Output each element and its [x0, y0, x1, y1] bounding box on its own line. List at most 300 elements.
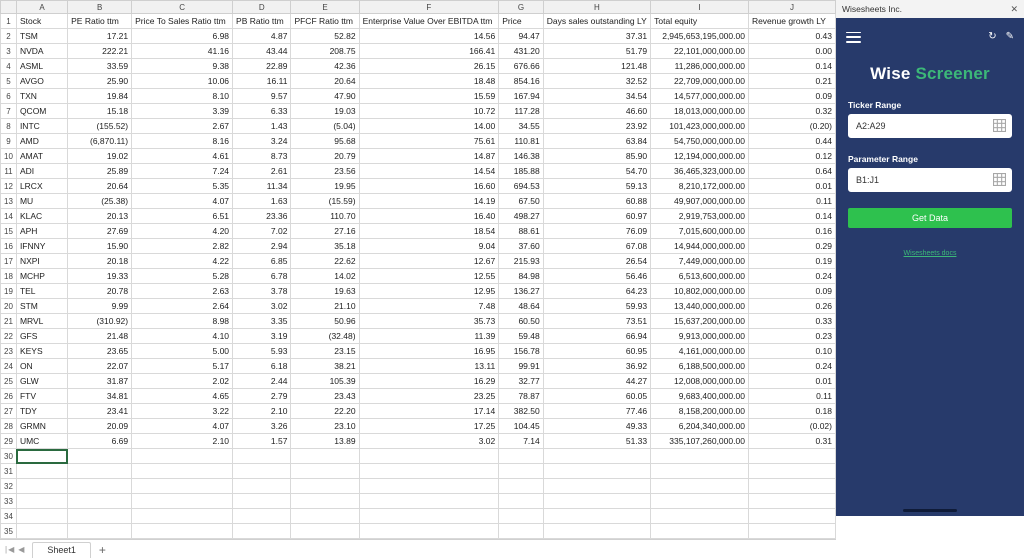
data-cell[interactable]: 1.63 — [233, 194, 291, 209]
row-header-2[interactable]: 2 — [1, 29, 17, 44]
data-cell[interactable]: 50.96 — [291, 314, 359, 329]
data-cell[interactable]: 64.23 — [543, 284, 650, 299]
row-header-15[interactable]: 15 — [1, 224, 17, 239]
data-cell[interactable]: 14.00 — [359, 119, 499, 134]
data-cell[interactable]: 20.64 — [291, 74, 359, 89]
data-cell[interactable]: 3.39 — [132, 104, 233, 119]
data-cell[interactable]: 0.44 — [748, 134, 835, 149]
data-cell[interactable]: 49.33 — [543, 419, 650, 434]
row-header-30[interactable]: 30 — [1, 449, 17, 464]
ticker-cell[interactable]: GRMN — [16, 419, 67, 434]
data-cell[interactable]: (6,870.11) — [68, 134, 132, 149]
data-cell[interactable]: 694.53 — [499, 179, 544, 194]
data-cell[interactable]: 11.34 — [233, 179, 291, 194]
data-cell[interactable]: 21.48 — [68, 329, 132, 344]
data-cell[interactable]: 6,188,500,000.00 — [651, 359, 749, 374]
empty-cell[interactable] — [499, 494, 544, 509]
data-cell[interactable]: 32.52 — [543, 74, 650, 89]
data-cell[interactable]: 60.95 — [543, 344, 650, 359]
data-cell[interactable]: 4.61 — [132, 149, 233, 164]
data-cell[interactable]: 0.33 — [748, 314, 835, 329]
data-cell[interactable]: 23.25 — [359, 389, 499, 404]
data-cell[interactable]: 13,440,000,000.00 — [651, 299, 749, 314]
data-cell[interactable]: 16.95 — [359, 344, 499, 359]
data-cell[interactable]: 18.54 — [359, 224, 499, 239]
data-cell[interactable]: 99.91 — [499, 359, 544, 374]
table-row[interactable] — [1, 524, 836, 539]
empty-cell[interactable] — [748, 509, 835, 524]
prev-sheet-icon[interactable]: ◀ — [18, 545, 26, 554]
table-row[interactable] — [1, 359, 836, 374]
data-cell[interactable]: 6,513,600,000.00 — [651, 269, 749, 284]
ticker-cell[interactable]: AMD — [16, 134, 67, 149]
data-cell[interactable]: 6.98 — [132, 29, 233, 44]
data-cell[interactable]: 27.16 — [291, 224, 359, 239]
range-picker-icon[interactable] — [993, 119, 1006, 132]
ticker-cell[interactable]: AVGO — [16, 74, 67, 89]
row-header-32[interactable]: 32 — [1, 479, 17, 494]
empty-cell[interactable] — [748, 479, 835, 494]
empty-cell[interactable] — [132, 509, 233, 524]
table-row[interactable] — [1, 104, 836, 119]
data-cell[interactable]: 5.17 — [132, 359, 233, 374]
data-cell[interactable]: 2.61 — [233, 164, 291, 179]
data-cell[interactable]: 52.82 — [291, 29, 359, 44]
row-header-23[interactable]: 23 — [1, 344, 17, 359]
data-cell[interactable]: 78.87 — [499, 389, 544, 404]
ticker-range-input[interactable] — [848, 114, 1012, 138]
data-cell[interactable]: 1.43 — [233, 119, 291, 134]
empty-cell[interactable] — [543, 449, 650, 464]
data-cell[interactable]: 2.79 — [233, 389, 291, 404]
data-cell[interactable]: 104.45 — [499, 419, 544, 434]
data-cell[interactable]: 35.18 — [291, 239, 359, 254]
data-cell[interactable]: 17.21 — [68, 29, 132, 44]
data-cell[interactable]: 19.63 — [291, 284, 359, 299]
ticker-cell[interactable]: TDY — [16, 404, 67, 419]
data-cell[interactable]: 60.88 — [543, 194, 650, 209]
header-cell[interactable]: Enterprise Value Over EBITDA ttm — [359, 14, 499, 29]
data-cell[interactable]: 7.24 — [132, 164, 233, 179]
data-cell[interactable]: 0.21 — [748, 74, 835, 89]
empty-cell[interactable] — [499, 449, 544, 464]
empty-cell[interactable] — [651, 464, 749, 479]
empty-cell[interactable] — [291, 524, 359, 539]
data-cell[interactable]: 16.40 — [359, 209, 499, 224]
empty-cell[interactable] — [132, 494, 233, 509]
ticker-cell[interactable]: STM — [16, 299, 67, 314]
data-cell[interactable]: 16.11 — [233, 74, 291, 89]
data-cell[interactable]: 6.85 — [233, 254, 291, 269]
data-cell[interactable]: 54.70 — [543, 164, 650, 179]
row-header-20[interactable]: 20 — [1, 299, 17, 314]
row-header-4[interactable]: 4 — [1, 59, 17, 74]
ticker-cell[interactable]: AMAT — [16, 149, 67, 164]
sheet-nav-arrows[interactable] — [2, 545, 30, 554]
data-cell[interactable]: 85.90 — [543, 149, 650, 164]
empty-cell[interactable] — [543, 494, 650, 509]
data-cell[interactable]: 36.92 — [543, 359, 650, 374]
row-header-12[interactable]: 12 — [1, 179, 17, 194]
data-cell[interactable]: (0.20) — [748, 119, 835, 134]
data-cell[interactable]: 2.82 — [132, 239, 233, 254]
panel-resize-grip[interactable] — [836, 509, 1024, 512]
table-row[interactable] — [1, 284, 836, 299]
table-row[interactable] — [1, 194, 836, 209]
table-row[interactable] — [1, 179, 836, 194]
spreadsheet-body[interactable] — [1, 14, 836, 539]
row-header-9[interactable]: 9 — [1, 134, 17, 149]
data-cell[interactable]: 0.24 — [748, 269, 835, 284]
empty-cell[interactable] — [499, 524, 544, 539]
parameter-range-input[interactable] — [848, 168, 1012, 192]
data-cell[interactable]: (155.52) — [68, 119, 132, 134]
data-cell[interactable]: 20.79 — [291, 149, 359, 164]
data-cell[interactable]: 4.07 — [132, 194, 233, 209]
empty-cell[interactable] — [233, 494, 291, 509]
data-cell[interactable]: 20.13 — [68, 209, 132, 224]
table-row[interactable] — [1, 44, 836, 59]
data-cell[interactable]: 23.65 — [68, 344, 132, 359]
data-cell[interactable]: 2.94 — [233, 239, 291, 254]
data-cell[interactable]: 9.99 — [68, 299, 132, 314]
row-header-28[interactable]: 28 — [1, 419, 17, 434]
column-header-j[interactable]: J — [748, 1, 835, 14]
data-cell[interactable]: 2.10 — [233, 404, 291, 419]
row-header-6[interactable]: 6 — [1, 89, 17, 104]
table-row[interactable] — [1, 329, 836, 344]
data-cell[interactable]: 3.02 — [233, 299, 291, 314]
data-cell[interactable]: 6.18 — [233, 359, 291, 374]
row-header-11[interactable]: 11 — [1, 164, 17, 179]
data-cell[interactable]: 185.88 — [499, 164, 544, 179]
data-cell[interactable]: 166.41 — [359, 44, 499, 59]
empty-cell[interactable] — [748, 464, 835, 479]
empty-cell[interactable] — [543, 524, 650, 539]
empty-cell[interactable] — [16, 524, 67, 539]
data-cell[interactable]: 8.98 — [132, 314, 233, 329]
data-cell[interactable]: 25.89 — [68, 164, 132, 179]
ticker-cell[interactable]: TEL — [16, 284, 67, 299]
data-cell[interactable]: 2.67 — [132, 119, 233, 134]
table-row[interactable] — [1, 134, 836, 149]
data-cell[interactable]: 33.59 — [68, 59, 132, 74]
ticker-cell[interactable]: MRVL — [16, 314, 67, 329]
data-cell[interactable]: 27.69 — [68, 224, 132, 239]
row-header-13[interactable]: 13 — [1, 194, 17, 209]
data-cell[interactable]: 12.55 — [359, 269, 499, 284]
data-cell[interactable]: 7,449,000,000.00 — [651, 254, 749, 269]
data-cell[interactable]: 18,013,000,000.00 — [651, 104, 749, 119]
data-cell[interactable]: 110.81 — [499, 134, 544, 149]
data-cell[interactable]: 25.90 — [68, 74, 132, 89]
ticker-cell[interactable]: LRCX — [16, 179, 67, 194]
data-cell[interactable]: 15,637,200,000.00 — [651, 314, 749, 329]
data-cell[interactable]: 66.94 — [543, 329, 650, 344]
data-cell[interactable]: 0.16 — [748, 224, 835, 239]
data-cell[interactable]: 0.23 — [748, 329, 835, 344]
table-row[interactable] — [1, 59, 836, 74]
data-cell[interactable]: 2.02 — [132, 374, 233, 389]
data-cell[interactable]: 20.64 — [68, 179, 132, 194]
data-cell[interactable]: 0.11 — [748, 389, 835, 404]
data-cell[interactable]: 15.90 — [68, 239, 132, 254]
data-cell[interactable]: 60.97 — [543, 209, 650, 224]
empty-cell[interactable] — [233, 449, 291, 464]
data-cell[interactable]: 20.78 — [68, 284, 132, 299]
table-row[interactable] — [1, 404, 836, 419]
row-header-24[interactable]: 24 — [1, 359, 17, 374]
data-cell[interactable]: 41.16 — [132, 44, 233, 59]
empty-cell[interactable] — [68, 494, 132, 509]
ticker-cell[interactable]: FTV — [16, 389, 67, 404]
table-row[interactable] — [1, 149, 836, 164]
row-header-22[interactable]: 22 — [1, 329, 17, 344]
data-cell[interactable]: 56.46 — [543, 269, 650, 284]
table-row[interactable] — [1, 269, 836, 284]
data-cell[interactable]: 0.14 — [748, 59, 835, 74]
settings-icon[interactable]: ✎ — [1005, 31, 1014, 42]
ticker-cell[interactable]: TXN — [16, 89, 67, 104]
data-cell[interactable]: 6.33 — [233, 104, 291, 119]
ticker-cell[interactable]: IFNNY — [16, 239, 67, 254]
table-row[interactable] — [1, 299, 836, 314]
data-cell[interactable]: 14.87 — [359, 149, 499, 164]
range-picker-icon-2[interactable] — [993, 173, 1006, 186]
data-cell[interactable]: 0.01 — [748, 179, 835, 194]
data-cell[interactable]: 19.02 — [68, 149, 132, 164]
data-cell[interactable]: 167.94 — [499, 89, 544, 104]
table-row[interactable] — [1, 224, 836, 239]
table-row[interactable] — [1, 14, 836, 29]
data-cell[interactable]: 2,945,653,195,000.00 — [651, 29, 749, 44]
table-row[interactable] — [1, 344, 836, 359]
row-header-29[interactable]: 29 — [1, 434, 17, 449]
data-cell[interactable]: 23.36 — [233, 209, 291, 224]
empty-cell[interactable] — [499, 479, 544, 494]
data-cell[interactable]: 75.61 — [359, 134, 499, 149]
empty-cell[interactable] — [499, 509, 544, 524]
empty-cell[interactable] — [68, 524, 132, 539]
data-cell[interactable]: 110.70 — [291, 209, 359, 224]
data-cell[interactable]: 37.60 — [499, 239, 544, 254]
header-cell[interactable]: Price — [499, 14, 544, 29]
empty-cell[interactable] — [16, 494, 67, 509]
data-cell[interactable]: 2.64 — [132, 299, 233, 314]
data-cell[interactable]: 34.54 — [543, 89, 650, 104]
sheet-tab-sheet1[interactable]: Sheet1 — [32, 542, 91, 558]
data-cell[interactable]: 12.95 — [359, 284, 499, 299]
data-cell[interactable]: 2.10 — [132, 434, 233, 449]
header-cell[interactable]: PFCF Ratio ttm — [291, 14, 359, 29]
empty-cell[interactable] — [16, 509, 67, 524]
data-cell[interactable]: 1.57 — [233, 434, 291, 449]
active-cell[interactable] — [16, 449, 67, 464]
data-cell[interactable]: 382.50 — [499, 404, 544, 419]
header-cell[interactable]: PE Ratio ttm — [68, 14, 132, 29]
data-cell[interactable]: 7.48 — [359, 299, 499, 314]
data-cell[interactable]: 10.72 — [359, 104, 499, 119]
data-cell[interactable]: 14.19 — [359, 194, 499, 209]
table-row[interactable] — [1, 314, 836, 329]
data-cell[interactable]: 19.84 — [68, 89, 132, 104]
data-cell[interactable]: 67.50 — [499, 194, 544, 209]
data-cell[interactable]: 3.24 — [233, 134, 291, 149]
column-header-e[interactable]: E — [291, 1, 359, 14]
empty-cell[interactable] — [651, 494, 749, 509]
data-cell[interactable]: 0.26 — [748, 299, 835, 314]
empty-cell[interactable] — [651, 509, 749, 524]
ticker-cell[interactable]: ADI — [16, 164, 67, 179]
data-cell[interactable]: (5.04) — [291, 119, 359, 134]
empty-cell[interactable] — [543, 479, 650, 494]
ticker-cell[interactable]: NVDA — [16, 44, 67, 59]
data-cell[interactable]: 4.10 — [132, 329, 233, 344]
data-cell[interactable]: 0.43 — [748, 29, 835, 44]
data-cell[interactable]: 63.84 — [543, 134, 650, 149]
empty-cell[interactable] — [233, 479, 291, 494]
empty-cell[interactable] — [233, 509, 291, 524]
data-cell[interactable]: 8,158,200,000.00 — [651, 404, 749, 419]
ticker-cell[interactable]: ON — [16, 359, 67, 374]
data-cell[interactable]: 6,204,340,000.00 — [651, 419, 749, 434]
row-header-7[interactable]: 7 — [1, 104, 17, 119]
data-cell[interactable]: 18.48 — [359, 74, 499, 89]
empty-cell[interactable] — [68, 479, 132, 494]
table-row[interactable] — [1, 509, 836, 524]
data-cell[interactable]: 431.20 — [499, 44, 544, 59]
data-cell[interactable]: 88.61 — [499, 224, 544, 239]
ticker-cell[interactable]: MCHP — [16, 269, 67, 284]
empty-cell[interactable] — [359, 494, 499, 509]
table-row[interactable] — [1, 389, 836, 404]
data-cell[interactable]: 3.78 — [233, 284, 291, 299]
data-cell[interactable]: 0.00 — [748, 44, 835, 59]
data-cell[interactable]: 26.54 — [543, 254, 650, 269]
data-cell[interactable]: 0.09 — [748, 89, 835, 104]
empty-cell[interactable] — [68, 464, 132, 479]
header-cell[interactable]: Total equity — [651, 14, 749, 29]
data-cell[interactable]: 7.14 — [499, 434, 544, 449]
empty-cell[interactable] — [291, 449, 359, 464]
data-cell[interactable]: 8.16 — [132, 134, 233, 149]
data-cell[interactable]: 14,577,000,000.00 — [651, 89, 749, 104]
data-cell[interactable]: 3.02 — [359, 434, 499, 449]
row-header-1[interactable]: 1 — [1, 14, 17, 29]
refresh-icon[interactable]: ↻ — [988, 31, 997, 42]
header-cell[interactable]: Revenue growth LY — [748, 14, 835, 29]
row-header-16[interactable]: 16 — [1, 239, 17, 254]
row-header-34[interactable]: 34 — [1, 509, 17, 524]
data-cell[interactable]: 67.08 — [543, 239, 650, 254]
column-header-h[interactable]: H — [543, 1, 650, 14]
empty-cell[interactable] — [359, 464, 499, 479]
data-cell[interactable]: 16.60 — [359, 179, 499, 194]
data-cell[interactable]: 0.29 — [748, 239, 835, 254]
data-cell[interactable]: 10.06 — [132, 74, 233, 89]
ticker-cell[interactable]: TSM — [16, 29, 67, 44]
data-cell[interactable]: 208.75 — [291, 44, 359, 59]
table-row[interactable] — [1, 449, 836, 464]
data-cell[interactable]: 8.73 — [233, 149, 291, 164]
data-cell[interactable]: 77.46 — [543, 404, 650, 419]
data-cell[interactable]: 13.89 — [291, 434, 359, 449]
ticker-cell[interactable]: NXPI — [16, 254, 67, 269]
data-cell[interactable]: 8.10 — [132, 89, 233, 104]
table-row[interactable] — [1, 419, 836, 434]
data-cell[interactable]: 498.27 — [499, 209, 544, 224]
table-row[interactable] — [1, 434, 836, 449]
data-cell[interactable]: 14.56 — [359, 29, 499, 44]
data-cell[interactable]: 17.25 — [359, 419, 499, 434]
header-cell[interactable]: PB Ratio ttm — [233, 14, 291, 29]
data-cell[interactable]: 19.95 — [291, 179, 359, 194]
row-header-3[interactable]: 3 — [1, 44, 17, 59]
ticker-cell[interactable]: GLW — [16, 374, 67, 389]
data-cell[interactable]: 22,101,000,000.00 — [651, 44, 749, 59]
ticker-cell[interactable]: ASML — [16, 59, 67, 74]
data-cell[interactable]: 4.65 — [132, 389, 233, 404]
empty-cell[interactable] — [748, 494, 835, 509]
get-data-button[interactable]: Get Data — [848, 208, 1012, 228]
data-cell[interactable]: 5.28 — [132, 269, 233, 284]
wisesheets-docs-link[interactable]: Wisesheets docs — [903, 250, 957, 257]
row-header-27[interactable]: 27 — [1, 404, 17, 419]
row-header-19[interactable]: 19 — [1, 284, 17, 299]
data-cell[interactable]: 12,008,000,000.00 — [651, 374, 749, 389]
row-header-35[interactable]: 35 — [1, 524, 17, 539]
data-cell[interactable]: 9.57 — [233, 89, 291, 104]
data-cell[interactable]: 15.59 — [359, 89, 499, 104]
data-cell[interactable]: 38.21 — [291, 359, 359, 374]
table-row[interactable] — [1, 74, 836, 89]
data-cell[interactable]: 4.07 — [132, 419, 233, 434]
data-cell[interactable]: 156.78 — [499, 344, 544, 359]
data-cell[interactable]: 31.87 — [68, 374, 132, 389]
row-header-10[interactable]: 10 — [1, 149, 17, 164]
data-cell[interactable]: 23.56 — [291, 164, 359, 179]
empty-cell[interactable] — [132, 479, 233, 494]
data-cell[interactable]: 4.22 — [132, 254, 233, 269]
row-header-25[interactable]: 25 — [1, 374, 17, 389]
data-cell[interactable]: 0.31 — [748, 434, 835, 449]
data-cell[interactable]: 44.27 — [543, 374, 650, 389]
data-cell[interactable]: 121.48 — [543, 59, 650, 74]
data-cell[interactable]: 42.36 — [291, 59, 359, 74]
empty-cell[interactable] — [132, 464, 233, 479]
empty-cell[interactable] — [651, 449, 749, 464]
data-cell[interactable]: (0.02) — [748, 419, 835, 434]
empty-cell[interactable] — [291, 494, 359, 509]
data-cell[interactable]: 0.01 — [748, 374, 835, 389]
data-cell[interactable]: 9,683,400,000.00 — [651, 389, 749, 404]
empty-cell[interactable] — [16, 464, 67, 479]
row-header-26[interactable]: 26 — [1, 389, 17, 404]
data-cell[interactable]: 3.35 — [233, 314, 291, 329]
data-cell[interactable]: 49,907,000,000.00 — [651, 194, 749, 209]
table-row[interactable] — [1, 254, 836, 269]
data-cell[interactable]: 46.60 — [543, 104, 650, 119]
empty-cell[interactable] — [132, 524, 233, 539]
data-cell[interactable]: 34.81 — [68, 389, 132, 404]
table-row[interactable] — [1, 119, 836, 134]
data-cell[interactable]: 23.41 — [68, 404, 132, 419]
data-cell[interactable]: 19.33 — [68, 269, 132, 284]
data-cell[interactable]: 60.05 — [543, 389, 650, 404]
empty-cell[interactable] — [233, 524, 291, 539]
empty-cell[interactable] — [359, 449, 499, 464]
empty-cell[interactable] — [132, 449, 233, 464]
